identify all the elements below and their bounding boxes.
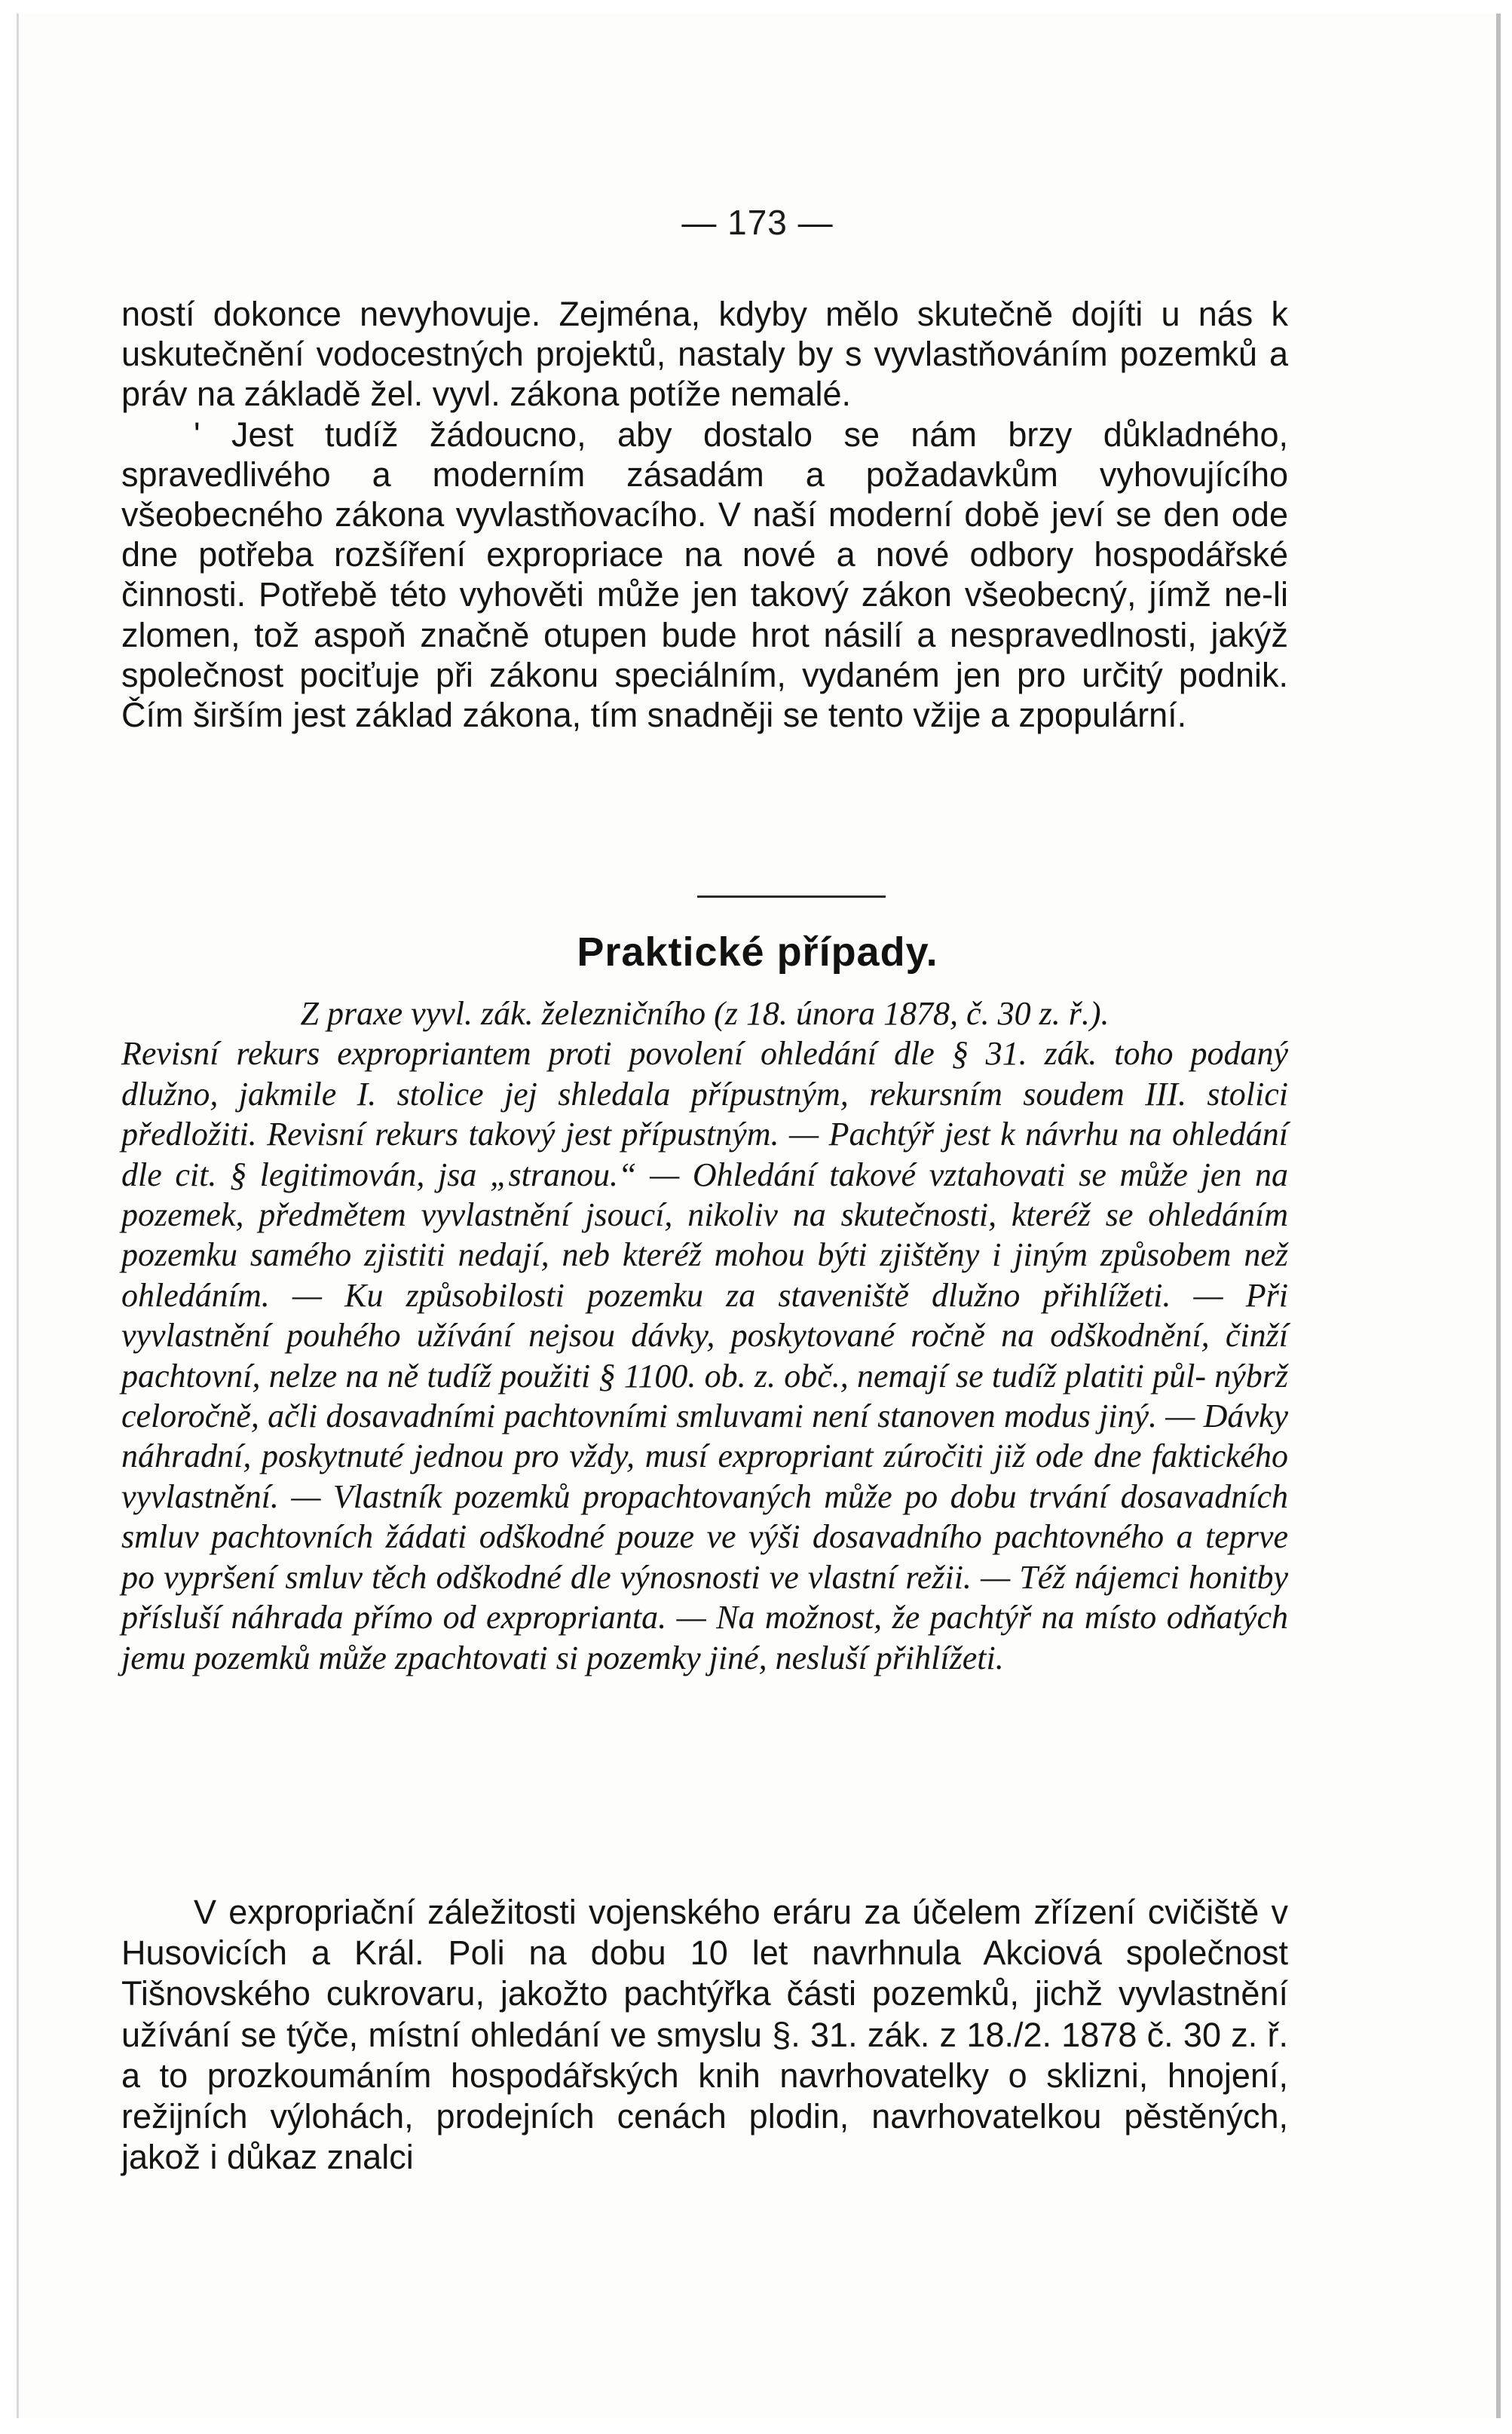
intro-paragraph-1: ností dokonce nevyhovuje. Zejména, kdyby mělo skutečně dojíti u nás k uskutečnění vodocestných projektů, nastaly by s vyvlastňováním pozemků a práv na základě žel. vyvl. zákona potíže nemalé. — [121, 295, 1288, 414]
final-paragraph: V expropriační záležitosti vojenského eráru za účelem zřízení cvičiště v Husovicích a Král. Poli na dobu 10 let navrhnula Akciová společnost Tišnovského cukrovaru, jakožto pachtýřka části pozemků, jichž vyvlastnění užívání se týče, místní ohledání ve smyslu §. 31. zák. z 18./2. 1878 č. 30 z. ř. a to prozkoumáním hospodářských knih navrhovatelky o sklizni, hnojení, režijních výlohách, prodejních cenách plodin, navrhovatelkou pěstěných, jakož i důkaz znalci — [121, 1893, 1288, 2177]
book-page — [17, 14, 1501, 2418]
case-summary-text: Revisní rekurs expropriantem proti povolení ohledání dle § 31. zák. toho podaný dlužno, jakmile I. stolice jej shledala přípustným, rekursním soudem III. stolici předložiti. Revisní rekurs takový jest přípustným. — Pachtýř jest k návrhu na ohledání dle cit. § legitimován, jsa „stranou.“ — Ohledání takové vztahovati se může jen na pozemek, předmětem vyvlastnění jsoucí, nikoliv na skutečnosti, kteréž se ohledáním pozemku samého zjistiti nedají, neb kteréž mohou býti zjištěny i jiným způsobem než ohledáním. — Ku způsobilosti pozemku za staveniště dlužno přihlížeti. — Při vyvlastnění pouhého užívání nejsou dávky, poskytované ročně na odškodnění, činží pachtovní, nelze na ně tudíž použiti § 1100. ob. z. obč., nemají se tudíž platiti půl- nýbrž celoročně, ačli dosavadními pachtovními smluvami není stanoven modus jiný. — Dávky náhradní, poskytnuté jednou pro vždy, musí expropriant zúročiti již ode dne faktického vyvlastnění. — Vlastník pozemků propachtovaných může po dobu trvání dosavadních smluv pachtovních žádati odškodné pouze ve výši dosavadního pachtovného a teprve po vypršení smluv těch odškodné dle výnosnosti ve vlastní režii. — Též nájemci honitby přísluší náhrada přímo od exproprianta. — Na možnost, že pachtýř na místo odňatých jemu pozemků může zpachtovati si pozemky jiné, nesluší přihlížeti. — [121, 1035, 1288, 1676]
intro-paragraph-2: ' Jest tudíž žádoucno, aby dostalo se nám brzy důkladného, spravedlivého a moderním zásadám a požadavkům vyhovujícího všeobecného zákona vyvlastňovacího. V naší moderní době jeví se den ode dne potřeba rozšíření expropriace na nové a nové odbory hospodářské činnosti. Potřebě této vyhověti může jen takový zákon všeobecný, jímž ne-li zlomen, tož aspoň značně otupen bude hrot násilí a nespravedlnosti, jakýž společnost pociťuje při zákonu speciálním, vydaném jen pro určitý podnik. Čím širším jest základ zákona, tím snadněji se tento vžije a zpopulární. — [121, 415, 1288, 735]
case-summaries — [121, 994, 1288, 1678]
page-number: — 173 — — [681, 203, 834, 242]
intro-section — [121, 294, 1288, 735]
final-section — [121, 1892, 1288, 2178]
section-heading: Praktické případy. — [577, 929, 938, 975]
case-source-citation: Z praxe vyvl. zák. železničního (z 18. února 1878, č. 30 z. ř.). — [300, 995, 1110, 1032]
section-divider — [697, 896, 886, 898]
